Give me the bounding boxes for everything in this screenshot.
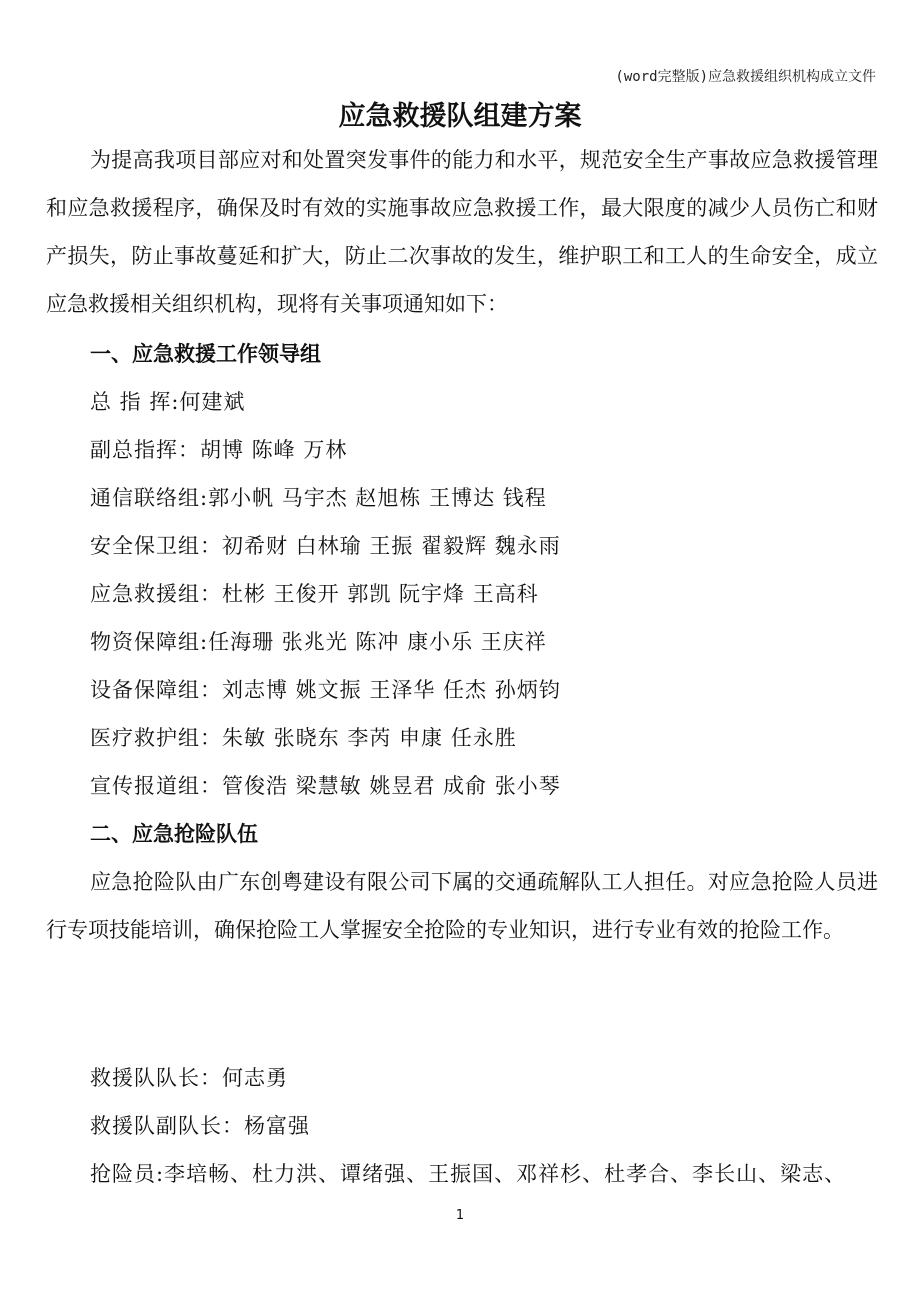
document-title: 应急救援队组建方案 [338,101,582,132]
page-number: 1 [455,1208,465,1223]
rescue-team-line: 救援队队长：何志勇 [90,1066,288,1090]
leadership-line: 应急救援组：杜彬 王俊开 郭凯 阮宇烽 王高科 [90,582,539,606]
leadership-line: 通信联络组:郭小帆 马宇杰 赵旭栋 王博达 钱程 [90,486,547,510]
leadership-line: 副总指挥：胡博 陈峰 万林 [90,438,348,462]
section-heading-leadership: 一、应急救援工作领导组 [90,342,321,366]
leadership-line: 安全保卫组：初希财 白林瑜 王振 翟毅辉 魏永雨 [90,534,561,558]
leadership-line: 物资保障组:任海珊 张兆光 陈冲 康小乐 王庆祥 [90,630,547,654]
running-header: (word完整版)应急救援组织机构成立文件 [615,69,876,85]
leadership-line: 宣传报道组：管俊浩 梁慧敏 姚昱君 成俞 张小琴 [90,774,561,798]
intro-paragraph: 为提高我项目部应对和处置突发事件的能力和水平，规范安全生产事故应急救援管理和应急救援程序，确保及时有效的实施事故应急救援工作，最大限度的减少人员伤亡和财产损失，防止事故蔓延和扩大，防止二次事故的发生，维护职工和工人的生命安全，成立应急救援相关组织机构，现将有关事项通知如下： [46,148,878,316]
leadership-line: 总 指 挥:何建斌 [90,390,246,414]
leadership-line: 医疗救护组：朱敏 张晓东 李芮 申康 任永胜 [90,726,517,750]
rescue-team-line: 救援队副队长：杨富强 [90,1114,310,1138]
section-heading-rescue-team: 二、应急抢险队伍 [90,822,258,846]
leadership-line: 设备保障组：刘志博 姚文振 王泽华 任杰 孙炳钧 [90,678,561,702]
rescue-team-line: 抢险员:李培畅、杜力洪、谭绪强、王振国、邓祥杉、杜孝合、李长山、梁志、 [90,1162,847,1186]
rescue-team-paragraph: 应急抢险队由广东创粤建设有限公司下属的交通疏解队工人担任。对应急抢险人员进行专项技能培训，确保抢险工人掌握安全抢险的专业知识，进行专业有效的抢险工作。 [46,870,878,942]
